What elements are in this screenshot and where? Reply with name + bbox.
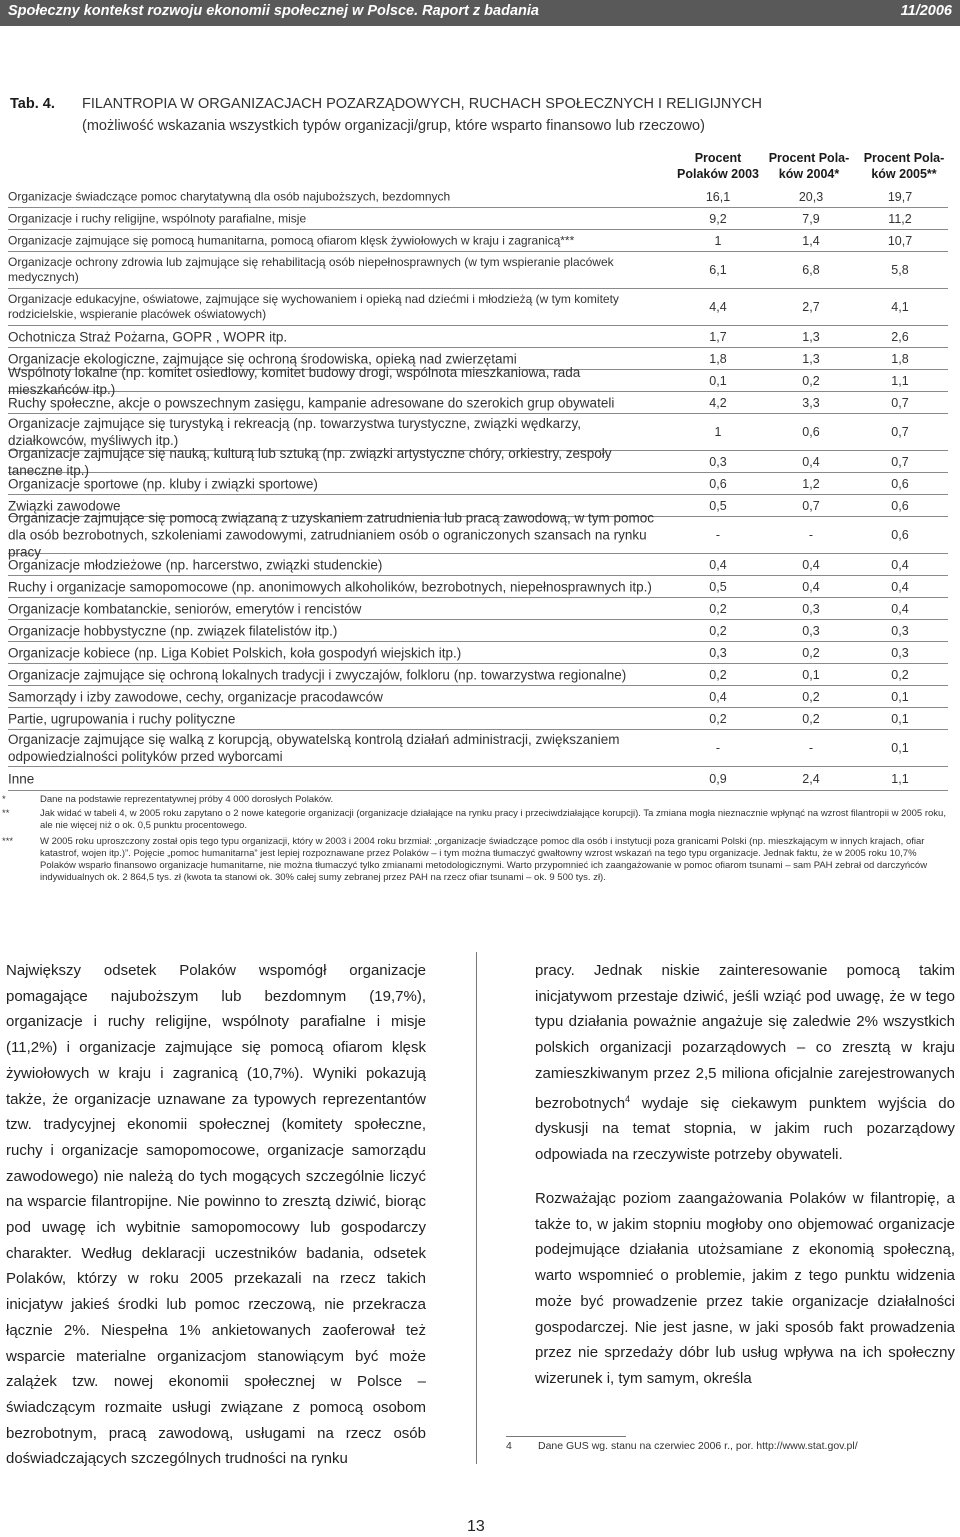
row-label: Ruchy społeczne, akcje o powszechnym zasięgu, kampanie adresowane do szerokich grup obywateli <box>8 395 615 410</box>
row-label: Inne <box>8 771 35 786</box>
cell-2004: 0,2 <box>802 689 820 704</box>
cell-2003: 0,2 <box>709 623 727 638</box>
row-label: Organizacje świadczące pomoc charytatywną dla osób najuboższych, bezdomnych <box>8 189 451 203</box>
column-header-2005: Procent Pola- ków 2005** <box>863 151 945 181</box>
table-row <box>8 289 948 326</box>
table-label: Tab. 4. <box>10 96 55 112</box>
cell-2003: 0,2 <box>709 601 727 616</box>
cell-2003: 0,9 <box>709 771 727 786</box>
cell-2004: 0,1 <box>802 667 820 682</box>
cell-2004: 2,7 <box>802 300 820 314</box>
cell-2003: - <box>715 741 721 755</box>
footnote-2: ** Jak widać w tabeli 4, w 2005 roku zapytano o 2 nowe kategorie organizacji (organizacje działające na rynku pracy i przeciwdziałające korupcji). Ta zmiana mogła nieznacznie wpłynąć na wzrost filantropii w 2005 roku, ale nie więcej niż o ok. 0,5 punktu procentowego. <box>2 808 946 831</box>
cell-2004: 7,9 <box>802 211 820 226</box>
body-column-right-paragraph-1: pracy. Jednak niskie zainteresowanie pomocą takim inicjatywom przestaje dziwić, jeśli wziąć pod uwagę, że w tego typu działania poważnie angażuje się zaledwie 2% wszystkich polskich organizacji pozarządowych – co zresztą w kraju zamieszkiwanym przez 2,5 miliona oficjalnie zarejestrowanych bezrobotnych$^4$ wydaje się ciekawym punktem wyjścia do dyskusji na temat stopnia, w jakim ruch pozarządowy odpowiada na rzeczywiste potrzeby obywateli. <box>535 962 955 1163</box>
table-row <box>8 364 948 397</box>
running-header <box>0 0 960 26</box>
cell-2005: 0,7 <box>891 425 909 439</box>
table-row <box>8 445 948 478</box>
body-column-right-paragraph-2: Rozważając poziom zaangażowania Polaków w filantropię, a także to, w jakim stopniu mogłoby ono objemować organizacje podejmujące działania utożsamiane z ekonomią społeczną, warto wspomnieć o problemie, jakim z tego punktu widzenia może być prowadzenie przez takie organizacje działalności gospodarczej. Nie jest jasne, w jaki sposób fakt prowadzenia przez nie sprzedaży dóbr lub usług wpływa na ich społeczny wizerunek i, tym samym, określa <box>535 1190 955 1387</box>
table-row <box>8 326 948 348</box>
row-label: Organizacje zajmujące się pomocą związaną z uzyskaniem zatrudnienia lub pracą zawodową, w tym pomoc dla osób bezrobotnych, szkoleniami zawodowymi, zatrudnianiem osób o ograniczonych szansach na rynku pracy <box>8 510 655 560</box>
row-label: Związki zawodowe <box>8 498 121 513</box>
cell-2005: 1,8 <box>891 351 909 366</box>
cell-2004: 2,4 <box>802 771 820 786</box>
body-column-left: Największy odsetek Polaków wspomógł organizacje pomagające najuboższym lub bezdomnym (19,7%), organizacje i ruchy religijne, wspólnoty parafialne i misje (11,2%) i organizacje zajmujące się pomocą ofiarom klęsk żywiołowych w kraju i zagranicą (10,7%). Wyniki pokazują także, że organizacje uznawane za typowych reprezentantów tzw. tradycyjnej ekonomii społecznej (komitety społeczne, ruchy i organizacje samopomocowe, organizacje samorządu zawodowego) nie należą do tych mogących szczególnie liczyć na wsparcie filantropijne. Nie powinno to zresztą dziwić, biorąc pod uwagę ich wybitnie samopomocowy lub gospodarczy charakter. Według deklaracji uczestników badania, odsetek Polaków, którzy w roku 2005 przekazali na rzecz takich inicjatyw jakieś środki lub pomoc rzeczową, nie przekracza łącznie 2%. Niespełna 1% ankietowanych zaoferował też wsparcie materialne organizacjom stanowiącym być może zalążek tzw. nowej ekonomii społecznej w Polsce – świadczącym rozmaite usługi związane z pomocą osobom bezrobotnym, pracą zawodową, usługami na rzecz osób doświadczających szczególnych trudności na rynku <box>6 962 426 1468</box>
cell-2004: 1,3 <box>802 351 820 366</box>
table-row <box>8 392 948 414</box>
table-row <box>8 598 948 620</box>
table-row <box>8 576 948 598</box>
cell-2004: 1,3 <box>802 329 820 344</box>
cell-2005: 0,1 <box>891 689 909 704</box>
cell-2005: 0,3 <box>891 623 909 638</box>
cell-2005: 1,1 <box>891 771 909 786</box>
row-label: Organizacje zajmujące się turystyką i rekreacją (np. towarzystwa turystyczne, związki wędkarzy, działkowców, myśliwych itp.) <box>8 416 581 448</box>
table-row <box>8 767 948 791</box>
row-label: Organizacje sportowe (np. kluby i związki sportowe) <box>8 476 318 491</box>
cell-2004: 1,4 <box>802 233 820 248</box>
row-label: Partie, ugrupowania i ruchy polityczne <box>8 711 236 726</box>
row-label: Organizacje zajmujące się walką z korupcją, obywatelską kontrolą działań administracji, zwiększaniem odpowiedzialności polityków przed wyborcami <box>8 732 620 764</box>
row-label: Organizacje młodzieżowe (np. harcerstwo, związki studenckie) <box>8 557 383 572</box>
cell-2005: 0,7 <box>891 454 909 469</box>
cell-2003: 0,5 <box>709 579 727 594</box>
row-label: Ochotnicza Straż Pożarna, GOPR , WOPR itp. <box>8 329 288 344</box>
table-row <box>8 708 948 730</box>
table-subtitle: (możliwość wskazania wszystkich typów organizacji/grup, które wsparto finansowo lub rzeczowo) <box>82 118 705 134</box>
cell-2004: 1,2 <box>802 476 820 491</box>
cell-2003: - <box>715 528 721 542</box>
row-label: Organizacje ochrony zdrowia lub zajmujące się rehabilitacją osób niepełnosprawnych (w tym wspieranie placówek medycznych) <box>8 255 614 284</box>
cell-2004: 0,7 <box>802 498 820 513</box>
row-label: Organizacje i ruchy religijne, wspólnoty parafialne, misje <box>8 211 307 225</box>
table-row <box>8 252 948 289</box>
table-row <box>8 642 948 664</box>
table-row <box>8 686 948 708</box>
table-row <box>8 664 948 686</box>
column-divider <box>476 952 477 1464</box>
table-row <box>8 230 948 252</box>
table-row <box>8 730 948 767</box>
cell-2005: 0,1 <box>891 711 909 726</box>
cell-2003: 0,2 <box>709 667 727 682</box>
cell-2003: 1 <box>714 425 722 439</box>
cell-2004: - <box>808 741 814 755</box>
cell-2005: 0,3 <box>891 645 909 660</box>
cell-2004: 0,3 <box>802 623 820 638</box>
cell-2004: 0,2 <box>802 711 820 726</box>
cell-2004: 0,4 <box>802 579 820 594</box>
cell-2003: 0,6 <box>709 476 727 491</box>
table-row <box>8 554 948 576</box>
row-label: Organizacje kobiece (np. Liga Kobiet Polskich, koła gospodyń wiejskich itp.) <box>8 645 462 660</box>
row-label: Organizacje kombatanckie, seniorów, emerytów i rencistów <box>8 601 362 616</box>
table-row <box>8 473 948 495</box>
row-label: Wspólnoty lokalne (np. komitet osiedlowy, komitet budowy drogi, wspólnota mieszkaniowa, rada mieszkańców itp.) <box>8 364 581 397</box>
row-label: Organizacje zajmujące się pomocą humanitarna, pomocą ofiarom klęsk żywiołowych w kraju i zagranicą*** <box>8 233 575 247</box>
cell-2003: 0,1 <box>709 373 727 388</box>
cell-2003: 1,7 <box>709 329 727 344</box>
cell-2004: 0,2 <box>802 373 820 388</box>
cell-2004: 0,4 <box>802 557 820 572</box>
cell-2005: 0,7 <box>891 395 909 410</box>
cell-2003: 0,2 <box>709 711 727 726</box>
footnote-1: * Dane na podstawie reprezentatywnej próby 4 000 dorosłych Polaków. <box>2 794 334 805</box>
footnote-ref-4: 4 <box>625 1093 631 1104</box>
cell-2005: 0,1 <box>891 741 909 755</box>
cell-2004: 20,3 <box>798 189 824 204</box>
cell-2005: 0,6 <box>891 498 909 513</box>
row-label: Ruchy i organizacje samopomocowe (np. anonimowych alkoholików, bezrobotnych, niepełnosprawnych itp.) <box>8 579 652 594</box>
cell-2005: 10,7 <box>887 233 913 248</box>
cell-2004: 0,4 <box>802 454 820 469</box>
table-title: FILANTROPIA W ORGANIZACJACH POZARZĄDOWYCH, RUCHACH SPOŁECZNYCH I RELIGIJNYCH <box>82 96 762 112</box>
cell-2003: 9,2 <box>709 211 727 226</box>
row-label: Organizacje ekologiczne, zajmujące się ochroną środowiska, opieką nad zwierzętami <box>8 351 517 366</box>
cell-2004: 3,3 <box>802 395 820 410</box>
cell-2005: 0,4 <box>891 601 909 616</box>
cell-2003: 1,8 <box>709 351 727 366</box>
row-label: Organizacje zajmujące się nauką, kulturą lub sztuką (np. związki artystyczne chóry, orkiestry, zespoły taneczne itp.) <box>8 445 612 478</box>
cell-2004: 0,2 <box>802 645 820 660</box>
cell-2005: 0,6 <box>891 528 909 542</box>
page-number: 13 <box>467 1518 485 1535</box>
table-row <box>8 510 948 560</box>
footnote-3: *** W 2005 roku uproszczony został opis tego typu organizacji, który w 2003 i 2004 roku brzmiał: „organizacje świadczące pomoc dla osób i instytucji poza granicami Polski (np. mieszkającym w innych krajach, ofiar katastrof, wojen itp.)”. Pojęcie „pomoc humanitarna” jest lepiej rozpoznawane przez Polaków – i tym można tłumaczyć gwałtowny wzrost wskazań na tego typu organizacje. Jednak faktu, że w 2005 roku 10,7% Polaków wsparło finansowo organizacje humanitarne, nie można tłumaczyć tylko zmianami metodologicznymi. Warto przypomnieć ich zaangażowanie w pomoc ofiarom tsunami – sam PAH zebrał od darczyńców indywidualnych ok. 2 864,5 tys. zł (kwota ta stanowi ok. 30% całej sumy zebranej przez PAH na rzecz ofiar tsunami – ok. 9 500 tys. zł). <box>2 836 928 883</box>
cell-2004: 0,6 <box>802 425 820 439</box>
cell-2004: 6,8 <box>802 263 820 277</box>
cell-2004: 0,3 <box>802 601 820 616</box>
cell-2003: 0,4 <box>709 557 727 572</box>
cell-2005: 2,6 <box>891 329 909 344</box>
cell-2003: 16,1 <box>705 189 731 204</box>
row-label: Organizacje zajmujące się ochroną lokalnych tradycji i zwyczajów, folkloru (np. towarzystwa regionalne) <box>8 667 627 682</box>
row-label: Organizacje hobbystyczne (np. związek filatelistów itp.) <box>8 623 338 638</box>
cell-2005: 1,1 <box>891 373 909 388</box>
cell-2003: 0,4 <box>709 689 727 704</box>
cell-2005: 19,7 <box>887 189 913 204</box>
table-row <box>8 208 948 230</box>
cell-2005: 5,8 <box>891 263 909 277</box>
cell-2003: 4,4 <box>709 300 727 314</box>
row-label: Samorządy i izby zawodowe, cechy, organizacje pracodawców <box>8 689 383 704</box>
footnote-separator <box>506 1436 626 1437</box>
table-row <box>8 620 948 642</box>
cell-2005: 0,4 <box>891 557 909 572</box>
cell-2005: 0,2 <box>891 667 909 682</box>
philanthropy-table <box>8 186 948 791</box>
cell-2003: 1 <box>714 233 722 248</box>
column-header-2004: Procent Pola- ków 2004* <box>768 151 850 181</box>
cell-2005: 0,4 <box>891 579 909 594</box>
cell-2003: 4,2 <box>709 395 727 410</box>
row-label: Organizacje edukacyjne, oświatowe, zajmujące się wychowaniem i opieką nad dziećmi i młodzieżą (w tym komitety rodzicielskie, wspieranie placówek oświatowych) <box>8 292 619 321</box>
report-title: Społeczny kontekst rozwoju ekonomii społecznej w Polsce. Raport z badania <box>8 3 539 19</box>
column-header-2003: Procent Polaków 2003 <box>677 151 759 181</box>
cell-2003: 0,5 <box>709 498 727 513</box>
cell-2003: 0,3 <box>709 645 727 660</box>
cell-2005: 11,2 <box>888 211 912 226</box>
cell-2005: 0,6 <box>891 476 909 491</box>
cell-2005: 4,1 <box>891 300 909 314</box>
issue-number: 11/2006 <box>900 3 952 19</box>
cell-2003: 0,3 <box>709 454 727 469</box>
cell-2003: 6,1 <box>709 263 727 277</box>
table-row <box>8 186 948 208</box>
cell-2004: - <box>808 528 814 542</box>
